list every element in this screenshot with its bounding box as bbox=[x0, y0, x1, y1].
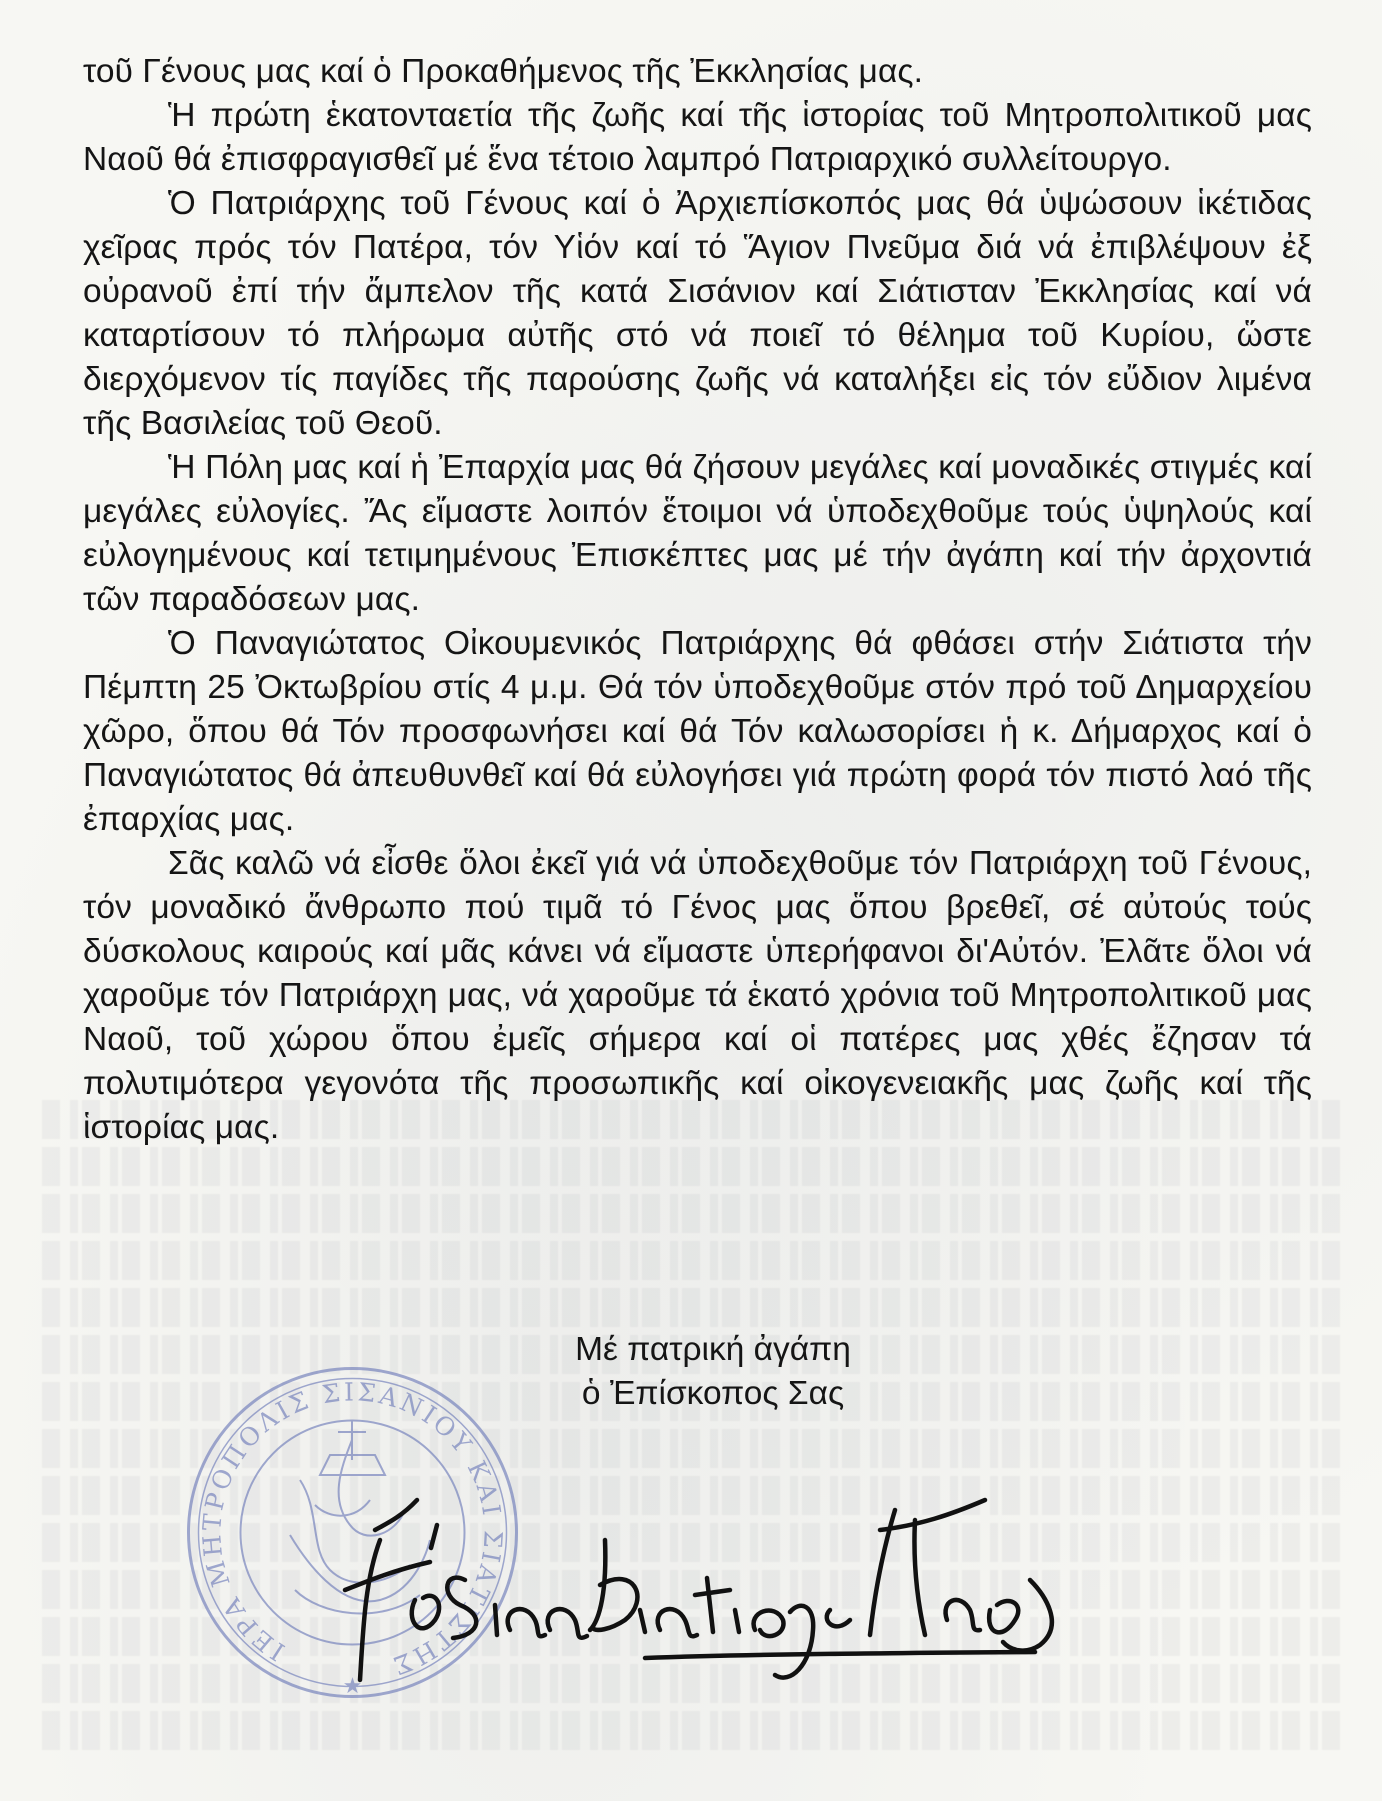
closing-block bbox=[543, 1328, 883, 1416]
paragraph-centenary: Ἡ πρώτη ἑκατονταετία τῆς ζωῆς καί τῆς ἱστορίας τοῦ Μητροπολιτικοῦ μας Ναοῦ θά ἐπισφραγισθεῖ μέ ἕνα τέτοιο λαμπρό Πατριαρχικό συλλείτουργο. bbox=[83, 97, 1312, 178]
signature-text: † ὁ Σισανίου καί Σιατίστης Παῦλος bbox=[335, 1470, 351, 1471]
letter-body bbox=[83, 50, 1312, 1150]
handwritten-signature bbox=[335, 1470, 1095, 1700]
seal-ring-text: ΙΕΡΑ ΜΗΤΡΟΠΟΛΙΣ ΣΙΣΑΝΙΟΥ ΚΑΙ ΣΙΑΤΙΣΤΗΣ bbox=[197, 1377, 508, 1682]
paragraph-city-blessings: Ἡ Πόλη μας καί ἡ Ἐπαρχία μας θά ζήσουν μεγάλες καί μοναδικές στιγμές καί μεγάλες εὐλογίες. Ἄς εἴμαστε λοιπόν ἕτοιμοι νά ὑποδεχθοῦμε τούς ὑψηλούς καί εὐλογημένους καί τετιμημένους Ἐπισκέπτες μας μέ τήν ἀγάπη καί τήν ἀρχοντιά τῶν παραδόσεων μας. bbox=[83, 449, 1312, 618]
paragraph-opening-fragment: τοῦ Γένους μας καί ὁ Προκαθήμενος τῆς Ἐκκλησίας μας. bbox=[83, 53, 924, 90]
paragraph-prayer: Ὁ Πατριάρχης τοῦ Γένους καί ὁ Ἀρχιεπίσκοπός μας θά ὑψώσουν ἱκέτιδας χεῖρας πρός τόν Πατέρα, τόν Υἱόν καί τό Ἅγιον Πνεῦμα διά νά ἐπιβλέψουν ἐξ οὐρανοῦ ἐπί τήν ἄμπελον τῆς κατά Σισάνιον καί Σιάτισταν Ἐκκλησίας καί νά καταρτίσουν τό πλήρωμα αὐτῆς στό νά ποιεῖ τό θέλημα τοῦ Κυρίου, ὥστε διερχόμενον τίς παγίδες τῆς παρούσης ζωῆς νά καταλήξει εἰς τόν εὔδιον λιμένα τῆς Βασιλείας τοῦ Θεοῦ. bbox=[83, 185, 1312, 442]
closing-salutation: Μέ πατρική ἀγάπη bbox=[575, 1331, 851, 1368]
closing-sender: ὁ Ἐπίσκοπος Σας bbox=[581, 1375, 845, 1412]
paragraph-arrival: Ὁ Παναγιώτατος Οἰκουμενικός Πατριάρχης θά φθάσει στήν Σιάτιστα τήν Πέμπτη 25 Ὀκτωβρίου στίς 4 μ.μ. Θά τόν ὑποδεχθοῦμε στόν πρό τοῦ Δημαρχείου χῶρο, ὅπου θά Τόν προσφωνήσει καί θά Τόν καλωσορίσει ἡ κ. Δήμαρχος καί ὁ Παναγιώτατος θά ἀπευθυνθεῖ καί θά εὐλογήσει γιά πρώτη φορά τόν πιστό λαό τῆς ἐπαρχίας μας. bbox=[83, 625, 1312, 838]
paragraph-invitation: Σᾶς καλῶ νά εἶσθε ὅλοι ἐκεῖ γιά νά ὑποδεχθοῦμε τόν Πατριάρχη τοῦ Γένους, τόν μοναδικό ἄνθρωπο πού τιμᾶ τό Γένος μας ὅπου βρεθεῖ, σέ αὐτούς τούς δύσκολους καιρούς καί μᾶς κάνει νά εἴμαστε ὑπερήφανοι δι'Αὐτόν. Ἐλᾶτε ὅλοι νά χαροῦμε τόν Πατριάρχη μας, νά χαροῦμε τά ἑκατό χρόνια τοῦ Μητροπολιτικοῦ μας Ναοῦ, τοῦ χώρου ὅπου ἐμεῖς σήμερα καί οἱ πατέρες μας χθές ἔζησαν τά πολυτιμότερα γεγονότα τῆς προσωπικῆς καί οἰκογενειακῆς μας ζωῆς καί τῆς ἱστορίας μας. bbox=[83, 845, 1312, 1146]
svg-text:★: ★ bbox=[342, 1674, 363, 1699]
